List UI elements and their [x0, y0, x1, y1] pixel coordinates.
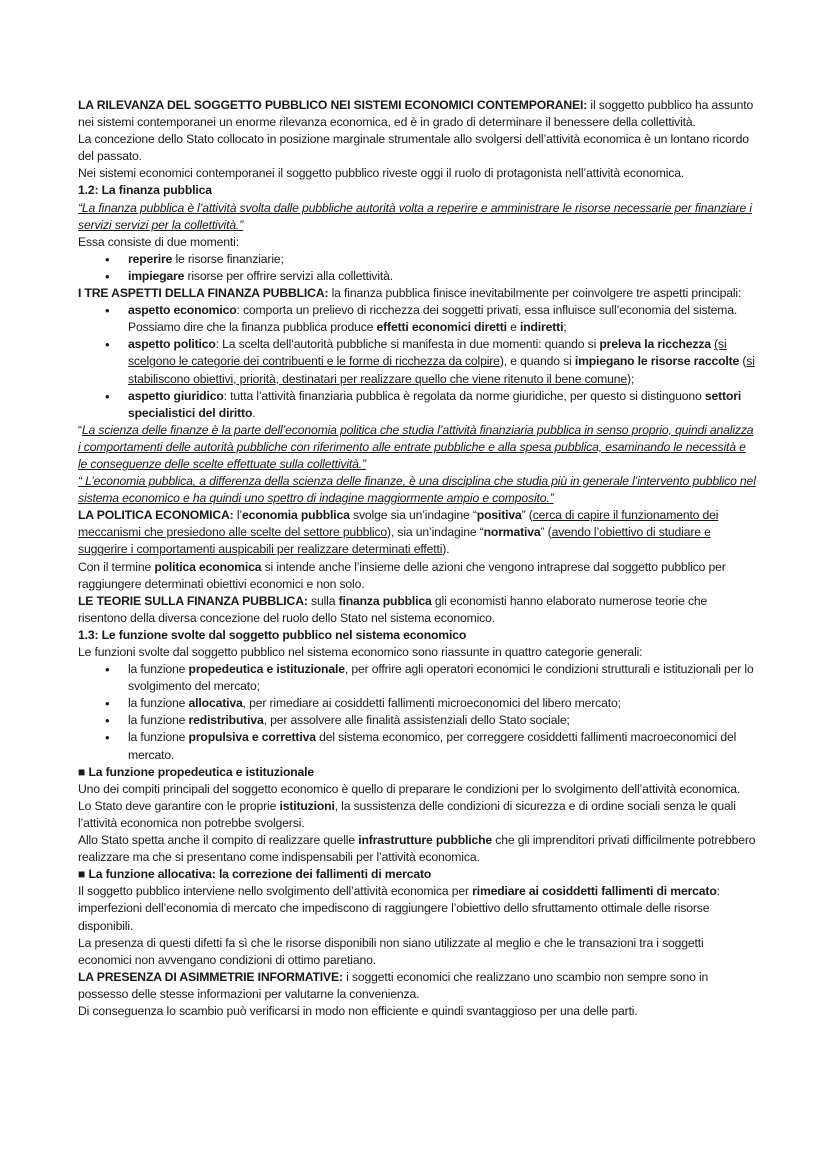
text-run: ” (	[521, 508, 533, 523]
bold-text: finanza pubblica	[338, 593, 432, 608]
bullet-item	[78, 302, 758, 319]
paragraph	[78, 200, 758, 234]
bullet-list	[78, 336, 758, 421]
text-run: risorse per offrire servizi alla collettività.	[184, 268, 394, 283]
paragraph	[78, 507, 758, 558]
text-run: , per rimediare ai cosiddetti fallimenti microeconomici del libero mercato;	[242, 696, 621, 711]
text-run: sulla	[307, 593, 339, 608]
underlined-text: si stabiliscono obiettivi, priorità, destinatari per realizzare quello che viene ritenuto il bene comune	[128, 354, 755, 386]
text-run: la funzione	[128, 696, 189, 711]
text-run: .	[252, 405, 256, 420]
text-run: : tutta l’attività finanziaria pubblica è regolata da norme giuridiche, per questo si distinguono	[223, 388, 705, 403]
text-run: la funzione	[128, 713, 189, 728]
text-run: i soggetti economici che realizzano uno scambio non sempre sono in possesso delle stesse informazioni per valutarne la convenienza.	[78, 969, 709, 1001]
bold-text: aspetto politico	[128, 337, 216, 352]
text-run: il soggetto pubblico ha assunto nei sistemi contemporanei un enorme rilevanza economica, ed è in grado di determinare il benessere della collettività.	[78, 98, 754, 130]
underlined-text: cerca di capire il funzionamento dei meccanismi che presiedono alle scelte del settore pubblico	[78, 508, 719, 540]
bold-text: positiva	[476, 508, 522, 523]
paragraph	[78, 627, 758, 644]
bold-text: impiegare	[128, 268, 185, 283]
paragraph	[78, 832, 758, 866]
bold-text: 1.3: Le funzione svolte dal soggetto pubblico nel sistema economico	[78, 627, 467, 642]
text-run: La concezione dello Stato collocato in posizione marginale strumentale allo svolgersi dell’attività economica è un lontano ricordo del passato.	[78, 132, 749, 164]
bold-text: istituzioni	[279, 798, 335, 813]
paragraph	[78, 285, 758, 302]
bullet-item	[78, 388, 758, 422]
text-run: Le funzioni svolte dal soggetto pubblico nel sistema economico sono riassunte in quattro categorie generali:	[78, 645, 643, 659]
paragraph	[78, 764, 758, 781]
text-run: : imperfezioni dell’economia di mercato che impediscono di raggiungere l’obiettivo dello sfruttamento ottimale delle risorse disponibili.	[78, 884, 720, 933]
bold-text: ■	[78, 867, 89, 882]
underlined-text: (si scelgono le categorie dei contribuenti e le forme di ricchezza da colpire	[128, 337, 727, 369]
text-run: Di conseguenza lo scambio può verificarsi in modo non efficiente e quindi svantaggioso per una delle parti.	[78, 1003, 638, 1018]
paragraph	[78, 131, 758, 165]
text-run: ), e quando si	[499, 354, 575, 369]
paragraph	[78, 97, 758, 131]
text-run: Lo Stato deve garantire con le proprie	[78, 798, 280, 813]
bold-text: LA RILEVANZA DEL SOGGETTO PUBBLICO NEI SISTEMI ECONOMICI CONTEMPORANEI:	[78, 98, 588, 112]
bullet-item	[78, 729, 758, 763]
text-run: Essa consiste di due momenti:	[78, 234, 239, 249]
paragraph	[78, 182, 758, 199]
text-run: );	[627, 371, 635, 386]
bold-text: economia pubblica	[241, 508, 350, 523]
text-run: (	[739, 354, 747, 369]
bold-text: infrastrutture pubbliche	[358, 833, 493, 848]
bold-text: settori specialistici del diritto	[128, 388, 742, 420]
text-run: Uno dei compiti principali del soggetto economico è quello di preparare le condizioni per lo svolgimento dell’attività economica.	[78, 781, 741, 796]
bold-text: propedeutica e istituzionale	[188, 662, 345, 677]
text-run: l’	[233, 508, 242, 523]
text-run: le risorse finanziarie;	[172, 251, 284, 266]
paragraph	[78, 883, 758, 934]
bullet-item	[78, 661, 758, 695]
bold-text: ■	[78, 764, 89, 779]
text-run: Allo Stato spetta anche il compito di realizzare quelle	[78, 833, 359, 848]
bullet-item	[78, 268, 758, 285]
text-run: ” (	[540, 525, 552, 540]
bold-text: indiretti	[519, 320, 564, 335]
bold-text: impiegano le risorse raccolte	[574, 354, 740, 369]
paragraph	[78, 644, 758, 661]
bullet-continuation	[78, 319, 758, 336]
bold-text: preleva la ricchezza	[599, 337, 711, 352]
text-run: del sistema economico, per correggere cosiddetti fallimenti macroeconomici del mercato.	[128, 730, 737, 762]
text-run: la funzione	[128, 662, 189, 677]
bold-text: 1.2: La finanza pubblica	[78, 183, 212, 198]
text-run: e	[506, 320, 520, 335]
bold-text: redistributiva	[188, 713, 264, 728]
text-run: gli economisti hanno elaborato numerose teorie che risentono della diversa concezione del ruolo dello Stato nel sistema economico.	[78, 593, 708, 625]
bullet-item	[78, 712, 758, 729]
bold-text: rimediare ai cosiddetti fallimenti di mercato	[472, 884, 717, 899]
paragraph	[78, 559, 758, 593]
paragraph	[78, 165, 758, 182]
bullet-list	[78, 251, 758, 285]
text-run: , la sussistenza delle condizioni di sicurezza e di ordine sociali senza le quali l’attività economica non potrebbe svolgersi.	[78, 798, 736, 830]
bold-text: politica economica	[154, 559, 262, 574]
bold-text: I TRE ASPETTI DELLA FINANZA PUBBLICA:	[78, 286, 329, 301]
underlined-text: avendo l’obiettivo di studiare e suggerire i comportamenti auspicabili per realizzare determinati effetti	[78, 525, 711, 557]
paragraph	[78, 593, 758, 627]
text-run: Con il termine	[78, 559, 155, 574]
paragraph	[78, 234, 758, 251]
text-run: Il soggetto pubblico interviene nello svolgimento dell’attività economica per	[78, 884, 473, 899]
bold-text: aspetto giuridico	[128, 388, 224, 403]
text-run: la finanza pubblica finisce inevitabilmente per coinvolgere tre aspetti principali:	[328, 286, 742, 301]
bold-text: La funzione allocativa: la correzione dei fallimenti di mercato	[88, 867, 432, 882]
paragraph	[78, 1003, 758, 1020]
underlined-text: “La finanza pubblica è l’attività svolta dalle pubbliche autorità volta a reperire e amministrare le risorse necessarie per finanziare i servizi servizi per la collettività.”	[78, 200, 752, 232]
underlined-text: “ L’economia pubblica, a differenza della scienza delle finanze, è una disciplina che studia più in generale l’intervento pubblico nel sistema economico e ha quindi uno spettro di indagine maggiormente ampio e composito.”	[78, 474, 756, 506]
bold-text: LA POLITICA ECONOMICA:	[78, 508, 234, 523]
paragraph	[78, 422, 758, 473]
document-page	[78, 97, 758, 1020]
text-run: ;	[563, 320, 567, 335]
bold-text: allocativa	[188, 696, 243, 711]
bold-text: normativa	[483, 525, 541, 540]
bullet-item	[78, 336, 758, 387]
paragraph	[78, 969, 758, 1003]
text-run: , per assolvere alle finalità assistenziali dello Stato sociale;	[263, 713, 570, 728]
bold-text: effetti economici diretti	[376, 320, 507, 335]
bullet-item	[78, 251, 758, 268]
text-run: la funzione	[128, 730, 189, 745]
paragraph	[78, 473, 758, 507]
text-run: Possiamo dire che la finanza pubblica produce	[128, 320, 377, 335]
text-run: : La scelta dell’autorità pubbliche si manifesta in due momenti: quando si	[215, 337, 600, 352]
bullet-list	[78, 302, 758, 319]
text-run: che gli imprenditori privati difficilmente potrebbero realizzare ma che si presentano come indispensabili per l’attività economica.	[78, 833, 756, 865]
text-run: : comporta un prelievo di ricchezza dei soggetti privati, essa influisce sull’economia del sistema.	[236, 303, 738, 318]
paragraph	[78, 781, 758, 798]
text-run: “	[78, 422, 82, 437]
bullet-list	[78, 661, 758, 764]
text-run: Nei sistemi economici contemporanei il soggetto pubblico riveste oggi il ruolo di protagonista nell’attività economica.	[78, 166, 685, 181]
text-run: ), sia un’indagine “	[387, 525, 484, 540]
bold-text: propulsiva e correttiva	[188, 730, 316, 745]
bold-text: reperire	[128, 251, 173, 266]
text-run: , per offrire agli operatori economici le condizioni strutturali e istituzionali per lo svolgimento del mercato;	[128, 662, 754, 694]
text-run: si intende anche l’insieme delle azioni che vengono intraprese dal soggetto pubblico per raggiungere determinati obiettivi economici e non solo.	[78, 559, 726, 591]
bold-text: La funzione propedeutica e istituzionale	[88, 764, 315, 779]
bold-text: LE TEORIE SULLA FINANZA PUBBLICA:	[78, 593, 308, 608]
underlined-text: La scienza delle finanze è la parte dell’economia politica che studia l’attività finanziaria pubblica in senso proprio, quindi analizza i comportamenti delle autorità pubbliche con riferimento alle entrate pubbliche e alla spesa pubblica, esaminando le necessità e le conseguenze delle scelte effettuate sulla collettività.”	[78, 422, 754, 471]
text-run: svolge sia un’indagine “	[349, 508, 477, 523]
bold-text: aspetto economico	[128, 303, 237, 318]
bullet-item	[78, 695, 758, 712]
text-run: La presenza di questi difetti fa sì che le risorse disponibili non siano utilizzate al meglio e che le transazioni tra i soggetti economici non avvengano condizioni di ottimo paretiano.	[78, 935, 704, 967]
paragraph	[78, 798, 758, 832]
paragraph	[78, 935, 758, 969]
text-run: ).	[442, 542, 450, 557]
bold-text: LA PRESENZA DI ASIMMETRIE INFORMATIVE:	[78, 969, 343, 984]
paragraph	[78, 866, 758, 883]
